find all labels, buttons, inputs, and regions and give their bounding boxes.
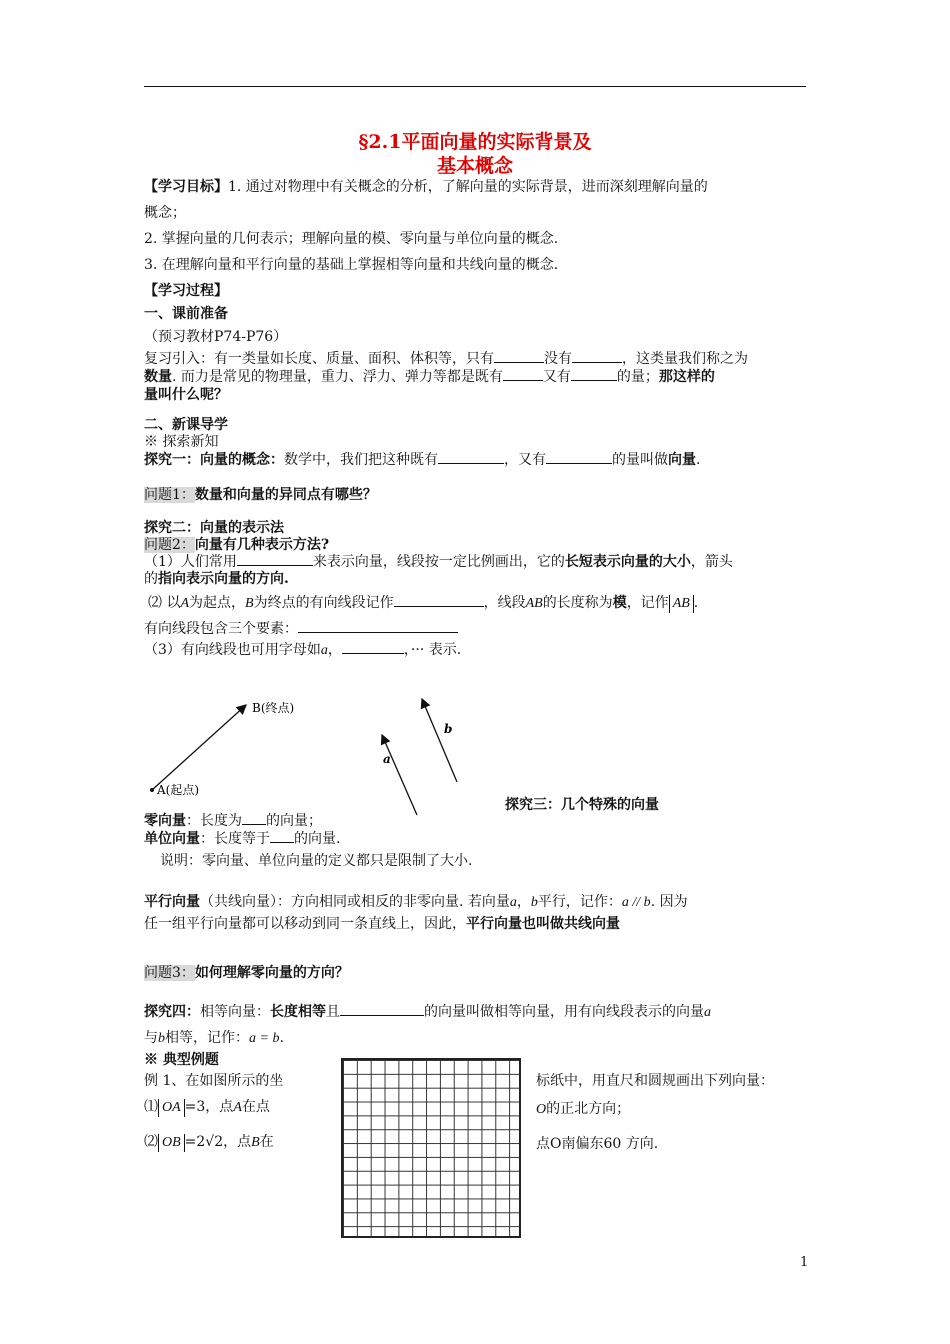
rep-text-12: （3）有向线段也可用字母如 [144,642,321,658]
question-1 [144,484,377,504]
parallel-emphasis: 平行向量也叫做共线向量 [466,916,620,932]
question-3-tag: 问题3： [144,965,195,981]
rep-text-9: 的长度称为 [542,595,613,611]
label-b: b [444,722,453,736]
unit-text: ：长度等于 [200,831,270,847]
period: . [696,452,701,468]
rep-text-5: ⑵ 以 [148,595,181,611]
rep-text-7: 为终点的有向线段记作 [253,595,394,611]
review-term: 数量 [144,369,172,385]
question-1-text: 数量和向量的异同点有哪些？ [194,487,377,503]
explore-1-text: 数学中，我们把这种既有 [284,452,438,468]
page-title: §2.1平面向量的实际背景及 [358,131,592,153]
point-A: A [233,1100,242,1115]
page-number: 1 [800,1255,809,1270]
question-3 [144,962,349,982]
parallel-term: 平行向量 [144,894,200,910]
point-A-dot [150,788,154,792]
item-1-num: ⑴ [144,1099,158,1115]
vector-a-arrow [382,735,417,815]
goal-3: 3. 在理解向量和平行向量的基础上掌握相等向量和共线向量的概念. [144,257,559,273]
parallel-line-2 [144,913,620,933]
example-1-right: 标纸中，用直尺和圆规画出下列向量： [536,1073,774,1089]
explore-4-text-3: 的向量叫做相等向量，用有向线段表示的向量 [424,1004,704,1020]
zero-vector-def [144,810,322,830]
rep-text-1: （1）人们常用 [144,554,237,570]
example-1-left: 例 1、在如图所示的坐 [144,1073,284,1089]
letter-a: a [704,1005,711,1020]
process-label: 【学习过程】 [144,283,228,299]
letter-b: b [530,895,538,910]
special-note: 说明：零向量、单位向量的定义都只是限制了大小. [160,853,473,869]
explore-3-title: 探究三：几个特殊的向量 [505,797,659,813]
review-text-e: . 而力是常见的物理量，重力、浮力、弹力等都是既有 [172,369,503,385]
explore-4-line-1 [144,1001,711,1021]
review-line-2 [144,366,715,386]
modulus-term: 模 [612,595,627,611]
item-1-text-3: 的正北方向； [546,1101,631,1117]
blank-field[interactable] [242,810,266,825]
example-item-2-left [144,1131,274,1152]
review-text-a: 复习引入：有一类量如长度、质量、面积、体积等，只有 [144,351,494,367]
abs-AB: AB [669,595,694,613]
section-1-heading: 一、课前准备 [144,306,228,322]
explore-1 [144,449,700,469]
rep-text-13: ， [327,642,342,658]
example-item-2-right [536,1133,658,1153]
review-text-g: 的量； [616,369,659,385]
unit-vector-term: 单位向量 [144,831,200,847]
explore-4-text: 相等向量： [200,1004,270,1020]
rep-text-10: ，记作 [626,595,669,611]
abs-OB: OB [158,1134,185,1152]
rep-text-2: 来表示向量，线段按一定比例画出，它的 [312,554,565,570]
parallel-text-3: . 因为 [650,894,688,910]
rep-text-4: 的 [144,571,158,587]
explore-4-label: 探究四： [144,1004,200,1020]
unit-text-2: 的向量. [294,831,341,847]
blank-field[interactable] [438,449,504,464]
item-2-text-3: 点O [536,1136,562,1152]
parallel-line-1 [144,891,688,911]
rep-emphasis-1: 长短表示向量的大小 [564,554,691,570]
blank-field[interactable] [340,1001,424,1016]
vector-AB-arrow [152,705,246,790]
parallel-notation: a // b [621,895,651,910]
page-subtitle: 基本概念 [436,155,513,177]
explore-heading: ※ 探索新知 [144,434,219,450]
vector-figure [142,690,502,818]
blank-field[interactable] [298,618,458,633]
review-text-f: 又有 [542,369,571,385]
explore-1-text2: ，又有 [504,452,546,468]
blank-field[interactable] [503,366,543,381]
explore-4-text-4: 与 [144,1030,158,1046]
point-B: B [245,596,254,611]
goal-1 [144,176,708,196]
label-a: a [383,752,391,766]
letter-a: a [509,895,517,910]
review-line-3: 量叫什么呢？ [144,387,228,403]
coordinate-grid[interactable] [341,1058,521,1238]
rep-text-3: ，箭头 [690,554,733,570]
review-question: 那这样的 [658,369,715,385]
explore-1-label: 探究一：向量的概念： [144,452,284,468]
item-2-text-2: 在 [259,1134,274,1150]
blank-field[interactable] [237,551,313,566]
label-B-end: B(终点) [252,701,295,715]
question-3-text: 如何理解零向量的方向？ [194,965,349,981]
blank-field[interactable] [571,366,617,381]
zero-text: ：长度为 [186,813,242,829]
blank-field[interactable] [394,592,484,607]
item-2-text-4: 南偏东60 方向. [561,1136,659,1152]
parallel-text-4: 任一组平行向量都可以移动到同一条直线上，因此， [144,916,466,932]
parallel-text: （共线向量）：方向相同或相反的非零向量. 若向量 [200,894,510,910]
section-2-heading: 二、新课导学 [144,417,228,433]
review-text-c: ，这类量我们称之为 [622,351,748,367]
point-A: A [180,596,190,611]
goal-1-text: 1. 通过对物理中有关概念的分析，了解向量的实际背景，进而深刻理解向量的 [228,179,708,195]
blank-field[interactable] [494,348,544,363]
example-item-1-right [536,1098,630,1118]
header-rule [144,86,806,87]
representation-line-4 [144,618,458,638]
item-1-text-2: 在点 [241,1099,270,1115]
question-2-tag: 问题2： [144,537,195,553]
explore-4-line-2 [144,1027,284,1047]
goal-1-cont: 概念； [144,205,186,221]
unit-vector-def [144,828,340,848]
representation-line-2 [144,568,289,588]
explore-2-title: 探究二：向量的表示法 [144,520,284,536]
item-2-text: =2√2，点 [184,1134,252,1150]
letter-b: b [158,1031,165,1046]
vector-term: 向量 [668,452,696,468]
question-2-text: 向量有几种表示方法? [194,537,330,553]
explore-1-text3: 的量叫做 [612,452,668,468]
zero-vector-term: 零向量 [144,813,186,829]
segment-AB: AB [525,596,543,611]
label-A-start: A(起点) [157,783,200,797]
review-line-1 [144,348,748,368]
rep-text-6: 为起点， [189,595,246,611]
rep-emphasis-2: 指向表示向量的方向. [158,571,289,587]
blank-field[interactable] [572,348,622,363]
blank-field[interactable] [546,449,612,464]
question-1-tag: 问题1： [144,487,195,503]
rep-text-11: 有向线段包含三个要素： [144,621,298,637]
abs-OA: OA [158,1099,185,1117]
period: . [279,1030,284,1046]
explore-4-text-5: 相等，记作： [165,1030,249,1046]
goals-label: 【学习目标】 [144,179,228,195]
blank-field[interactable] [342,639,404,654]
point-B: B [251,1135,260,1150]
review-text-b: 没有 [544,351,572,367]
zero-text-2: 的向量； [266,813,322,829]
representation-line-5 [144,639,461,659]
example-title: ※ 典型例题 [144,1052,219,1068]
comma: ， [516,894,531,910]
preview-note: （预习教材P74-P76） [144,329,288,345]
blank-field[interactable] [270,828,294,843]
rep-text-8: ，线段 [483,595,526,611]
explore-4-emphasis: 长度相等 [270,1004,326,1020]
goal-2: 2. 掌握向量的几何表示；理解向量的模、零向量与单位向量的概念. [144,231,559,247]
item-1-text: =3，点 [184,1099,234,1115]
explore-4-text-2: 且 [326,1004,340,1020]
letter-a: a [320,643,328,658]
period: . [693,595,699,611]
parallel-text-2: 平行，记作： [537,894,622,910]
item-2-num: ⑵ [144,1134,158,1150]
example-item-1-left [144,1096,270,1117]
equal-notation: a = b [249,1031,280,1046]
representation-line-3 [148,592,698,613]
rep-text-14: ，··· 表示. [403,642,462,658]
vector-b-arrow [422,699,457,782]
point-O: O [536,1102,547,1117]
